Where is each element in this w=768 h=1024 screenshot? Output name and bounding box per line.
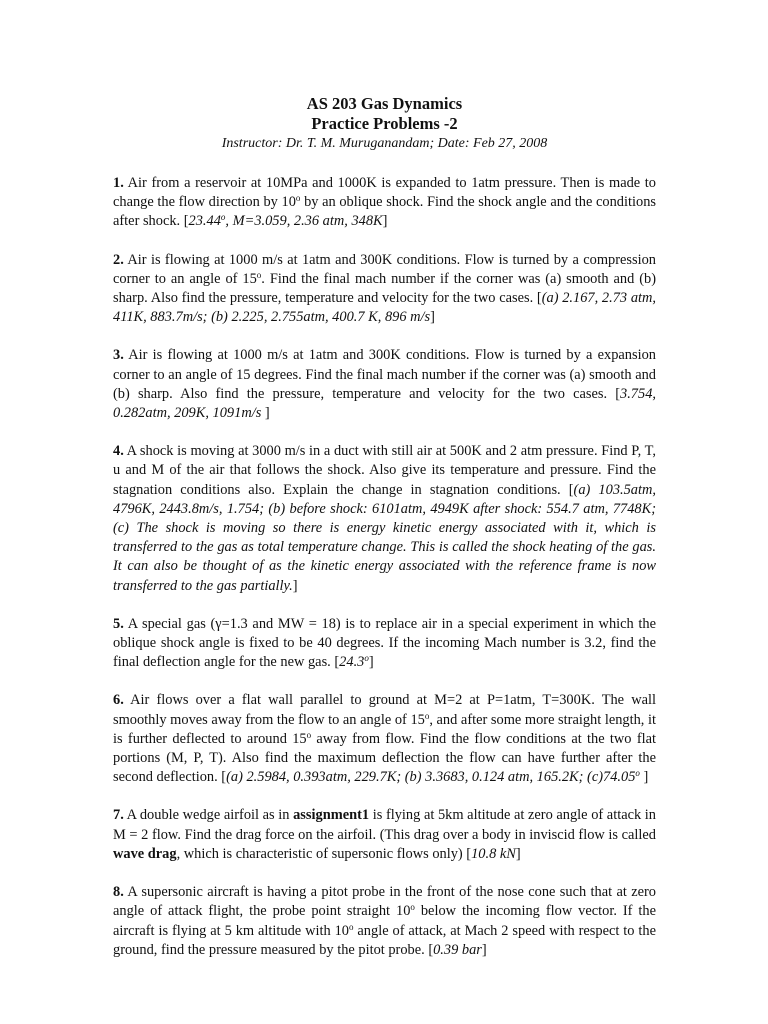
answer-text: (a) 103.5atm, 4796K, 2443.8m/s, 1.754; (b) before shock: 6101atm, 4949K after shock: 554.7 atm, 7748K; (c) The shock is moving so there is energy kinetic energy associated with it, which is transferred to the gas as total temperature change. This is called the shock heating of the gas. It can also be thought of as the kinetic energy associated with the reference frame is now transferred to the gas partially. <box>113 481 656 594</box>
document-header <box>113 94 656 154</box>
answer-text: , M=3.059, 2.36 atm, 348K <box>225 213 383 230</box>
problem-4 <box>113 442 656 596</box>
problem-7 <box>113 806 656 864</box>
problem-text: ] <box>639 769 649 786</box>
problem-text: below the incoming flow vector. If the aircraft is flying at 5 km altitude with 10 <box>113 903 657 939</box>
degree-superscript: o <box>220 212 226 223</box>
problem-5 <box>113 615 656 673</box>
problem-text: ] <box>481 941 487 958</box>
problem-text: , and after some more straight length, it is further deflected to around 15 <box>113 711 657 747</box>
problem-number: 6. <box>113 692 124 709</box>
instructor-line: Instructor: Dr. T. M. Muruganandam; Date: Feb 27, 2008 <box>221 136 548 151</box>
bold-term: assignment1 <box>293 807 370 824</box>
problem-text: ] <box>292 577 298 594</box>
course-title: AS 203 Gas Dynamics <box>306 94 463 113</box>
document-subtitle: Practice Problems -2 <box>311 114 458 133</box>
answer-text: 24.3 <box>339 654 365 671</box>
problem-text: ] <box>382 213 388 230</box>
problem-text: . Find the final mach number if the corner was (a) smooth and (b) sharp. Also find the pressure, temperature and velocity for the two cases. [ <box>113 270 656 307</box>
problem-number: 1. <box>113 175 124 191</box>
problem-3 <box>113 346 656 423</box>
problem-number: 7. <box>113 807 124 824</box>
degree-superscript: o <box>349 921 354 932</box>
answer-text: 10.8 kN <box>471 845 516 862</box>
problem-text: ] <box>368 654 374 671</box>
problem-number: 8. <box>113 884 124 901</box>
answer-text: (a) 2.167, 2.73 atm, 411K, 883.7m/s; (b) 2.225, 2.755atm, 400.7 K, 896 m/s <box>113 290 656 326</box>
problem-list <box>113 174 656 960</box>
problem-text: angle of attack, at Mach 2 speed with respect to the ground, find the pressure measured by the pitot probe. [ <box>113 922 656 958</box>
problem-number: 5. <box>113 615 124 632</box>
problem-6 <box>113 691 656 787</box>
problem-text: Air from a reservoir at 10MPa and 1000K is expanded to 1atm pressure. Then is made to change the flow direction by 10 <box>113 175 656 211</box>
answer-text: (a) 2.5984, 0.393atm, 229.7K; (b) 3.3683, 0.124 atm, 165.2K; (c)74.05 <box>226 769 636 786</box>
problem-8 <box>113 883 656 960</box>
degree-superscript: o <box>635 768 640 779</box>
degree-superscript: o <box>306 729 312 740</box>
problem-text: A double wedge airfoil as in <box>123 807 294 824</box>
problem-text: Air is flowing at 1000 m/s at 1atm and 300K conditions. Flow is turned by a compression corner to an angle of 15 <box>113 251 656 287</box>
problem-text: Air flows over a flat wall parallel to ground at M=2 at P=1atm, T=300K. The wall smoothly moves away from the flow to an angle of 15 <box>113 692 656 728</box>
problem-number: 3. <box>113 347 124 364</box>
problem-number: 2. <box>113 251 124 268</box>
degree-superscript: o <box>424 710 430 721</box>
problem-text: A shock is moving at 3000 m/s in a duct with still air at 500K and 2 atm pressure. Find P, T, u and M of the air that follows the shock. Also give its temperature and pressure. Find the stagnation conditions also. Explain the change in stagnation conditions. [ <box>113 443 656 498</box>
degree-superscript: o <box>410 902 415 913</box>
problem-text: ] <box>261 405 270 422</box>
degree-superscript: o <box>295 193 301 204</box>
problem-text: , which is characteristic of supersonic flows only) [ <box>176 845 472 862</box>
bold-term: wave drag <box>113 845 177 862</box>
answer-text: 0.39 bar <box>433 941 482 958</box>
problem-number: 4. <box>113 443 124 460</box>
problem-text: ] <box>515 845 521 862</box>
problem-2 <box>113 251 656 328</box>
problem-text: Air is flowing at 1000 m/s at 1atm and 300K conditions. Flow is turned by a expansion corner to an angle of 15 degrees. Find the final mach number if the corner was (a) smooth and (b) sharp. Also find the pressure, temperature and velocity for the two cases. [ <box>113 347 656 402</box>
answer-text: 3.754, 0.282atm, 209K, 1091m/s <box>113 385 656 422</box>
problem-text: away from flow. Find the flow conditions at the two flat portions (M, P, T). Also find the maximum deflection the flow can have further after the second deflection. [ <box>113 730 656 786</box>
problem-text: by an oblique shock. Find the shock angle and the conditions after shock. [ <box>113 194 656 230</box>
problem-text: is flying at 5km altitude at zero angle of attack in M = 2 flow. Find the drag force on the airfoil. (This drag over a body in inviscid flow is called <box>113 807 656 843</box>
problem-text: A supersonic aircraft is having a pitot probe in the front of the nose cone such that at zero angle of attack flight, the probe point straight 10 <box>113 884 656 920</box>
problem-text: ] <box>430 309 435 326</box>
degree-superscript: o <box>256 269 262 280</box>
answer-text: 23.44 <box>188 213 221 230</box>
degree-superscript: o <box>364 653 369 664</box>
problem-1 <box>113 174 656 232</box>
problem-text: A special gas (γ=1.3 and MW = 18) is to replace air in a special experiment in which the oblique shock angle is fixed to be 40 degrees. If the incoming Mach number is 3.2, find the final deflection angle for the new gas. [ <box>113 615 656 671</box>
